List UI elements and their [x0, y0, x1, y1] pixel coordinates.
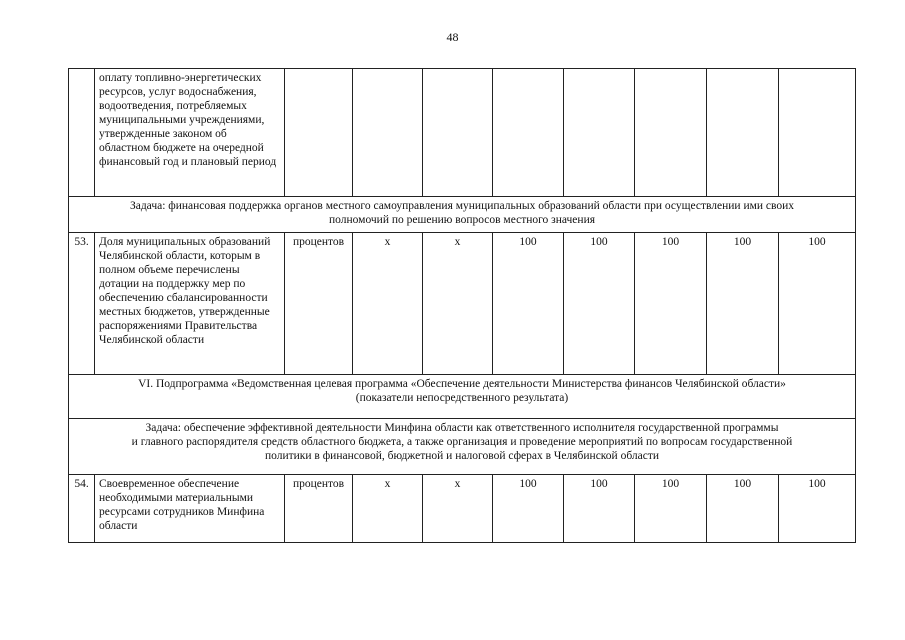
value-cell: 100: [707, 475, 779, 543]
task-line: полномочий по решению вопросов местного значения: [328, 214, 596, 226]
task-row: [69, 197, 856, 233]
row-number: 53.: [69, 233, 95, 375]
value-cell: 100: [635, 475, 707, 543]
unit-cell: процентов: [285, 475, 353, 543]
page-number: 48: [446, 30, 459, 44]
unit-cell: процентов: [285, 233, 353, 375]
row-number: 54.: [69, 475, 95, 543]
subprogram-row: [69, 375, 856, 419]
subprogram-heading: [69, 375, 856, 419]
value-cell: 100: [564, 233, 635, 375]
value-cell: [564, 69, 635, 197]
task-line: и главного распорядителя средств областного бюджета, а также организация и проведение мероприятий по вопросам государственной: [131, 436, 793, 448]
value-cell: [635, 69, 707, 197]
value-cell: [707, 69, 779, 197]
task-line: Задача: обеспечение эффективной деятельности Минфина области как ответственного исполнителя государственной программы: [145, 422, 779, 434]
value-cell: 100: [493, 233, 564, 375]
indicator-name: оплату топливно-энергетических ресурсов, услуг водоснабжения, водоотведения, потребляемых муниципальными учреждениями, утвержденные законом об областном бюджете на очередной финансовый год и плановый период: [95, 69, 285, 197]
value-cell: [423, 69, 493, 197]
value-cell: [353, 69, 423, 197]
value-cell: х: [353, 475, 423, 543]
value-cell: 100: [635, 233, 707, 375]
value-cell: 100: [564, 475, 635, 543]
indicator-row-53: [69, 233, 856, 375]
task-line: политики в финансовой, бюджетной и налоговой сферах в Челябинской области: [264, 450, 660, 462]
value-cell: [779, 69, 856, 197]
subprogram-line: (показатели непосредственного результата): [355, 392, 569, 404]
subprogram-line: VI. Подпрограмма «Ведомственная целевая программа «Обеспечение деятельности Министерства финансов Челябинской области»: [138, 378, 786, 390]
indicator-name: Своевременное обеспечение необходимыми материальными ресурсами сотрудников Минфина области: [95, 475, 285, 543]
row-number: [69, 69, 95, 197]
value-cell: х: [423, 475, 493, 543]
value-cell: х: [353, 233, 423, 375]
value-cell: 100: [707, 233, 779, 375]
continuation-row: [69, 69, 856, 197]
indicator-row-54: [69, 475, 856, 543]
value-cell: 100: [779, 233, 856, 375]
indicators-table: [68, 68, 856, 543]
value-cell: 100: [779, 475, 856, 543]
task-row: [69, 419, 856, 475]
indicator-name: Доля муниципальных образований Челябинской области, которым в полном объеме перечислены дотации на поддержку мер по обеспечению сбалансированности местных бюджетов, утвержденные распоряжениями Правительства Челябинской области: [95, 233, 285, 375]
value-cell: 100: [493, 475, 564, 543]
task-heading: [69, 419, 856, 475]
value-cell: [493, 69, 564, 197]
unit-cell: [285, 69, 353, 197]
value-cell: х: [423, 233, 493, 375]
task-line: Задача: финансовая поддержка органов местного самоуправления муниципальных образований области при осуществлении ими своих: [129, 200, 795, 212]
task-heading: [69, 197, 856, 233]
